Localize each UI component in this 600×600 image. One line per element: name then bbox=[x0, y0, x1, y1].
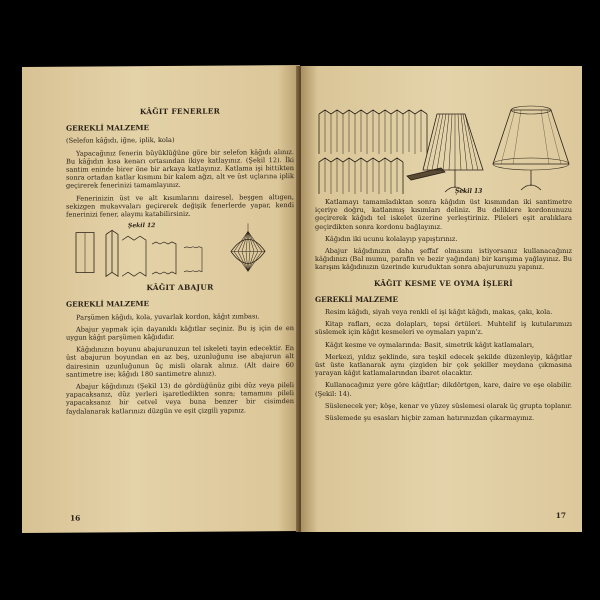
paragraph: Kâğıdınızın boyunu abajurunuzun tel iskeleti tayin edecektir. En üst abajurun boyundan en az beş, uzunluğunu ise abajurun alt dairesinin uzunluğunun üç misli olarak alınız. (Alt daire 60 santimetre ise; kâğıdı 180 santimetre alınız). bbox=[66, 344, 294, 379]
lampshade-illustration bbox=[315, 96, 572, 198]
section-heading-materials: GEREKLİ MALZEME bbox=[66, 123, 149, 133]
open-booklet bbox=[22, 66, 582, 532]
paragraph: Abajur kâğıdınızın daha şeffaf olmasını istiyorsanız kullanacağınız kâğıdınızı (Bal mumu, parafin ve bezir yağından) bir karışıma yağlayınız. Bu karışım kâğıdınızın üzerinde kuruduktan sonra abajurunuzu yapınız. bbox=[315, 247, 572, 272]
left-page bbox=[22, 65, 300, 533]
paragraph: Kâğıt kesme ve oymalarında: Basit, simetrik kâğıt katlamaları, bbox=[325, 340, 535, 349]
lantern-illustration bbox=[66, 221, 294, 279]
materials-list: Resim kâğıdı, siyah veya renkli el işi kâğıt kâğıdı, makas, çakı, kola. bbox=[325, 308, 553, 317]
paragraph: Kitap rafları, ecza dolapları, tepsi örtüleri. Muhtelif iş kutularımızı süslemek için kâğıt kesmeleri ve oymaları yapın'z. bbox=[315, 320, 572, 337]
materials-list: (Selefon kâğıdı, iğne, iplik, kola) bbox=[66, 136, 175, 146]
figure-label: Şekil 13 bbox=[455, 188, 483, 195]
paragraph: Kâğıdın iki ucunu kolalayıp yapıştırınız. bbox=[325, 234, 458, 243]
page-title-kagit-fenerler: KÂĞIT FENERLER bbox=[139, 106, 221, 117]
section-heading-materials: GEREKLİ MALZEME bbox=[315, 294, 398, 304]
materials-list: Parşümen kâğıdı, kola, yuvarlak kordon, kâğıt zımbası. bbox=[76, 311, 260, 322]
page-number: 17 bbox=[555, 510, 566, 520]
paragraph: Katlamayı tamamladıktan sonra kâğıdın üst kısmından iki santimetre içeriye doğru, katlanmış kısımları deliniz. Bu deliklere kordonunuzu geçirerek kâğıdı tel iskelet üzerine yerleştiriniz. Pileleri eşit aralıklara geçirdikten sonra kordonu bağlayınız. bbox=[315, 198, 572, 231]
paragraph: Merkezi, yıldız şeklinde, sıra teşkil edecek şekilde düzenleyip, kâğıtlar üst üste katlanarak aynı çizgiden bir çok şekiller meydana çıkmasına yarayan kâğıt katlamalarından ibaret olacaktır. bbox=[315, 352, 572, 378]
paragraph: Abajur kâğıdınızı (Şekil 13) de gördüğünüz gibi düz veya pileli yapacaksanız, düz yerleri işaretledikten sonra; tamamını pileli yapacaksanız bir cetvel veya buna benzer bir cisimden faydalanarak katlarınızı düzgün ve eşit çizgili yapınız. bbox=[66, 381, 294, 416]
page-title-kagit-kesme: KÂĞIT KESME VE OYMA İŞLERİ bbox=[374, 278, 513, 288]
paragraph: Süslemede şu esasları hiçbir zaman hatırınızdan çıkarmayınız. bbox=[325, 414, 535, 423]
page-number: 16 bbox=[70, 513, 81, 523]
paragraph: Süslenecek yer; köşe, kenar ve yüzey süslemesi olarak üç grupta toplanır. bbox=[325, 401, 573, 410]
paragraph: Abajur yapmak için dayanıklı kâğıtlar seçiniz. Bu iş için de en uygun kâğıt parşümen kâğıdıdır. bbox=[66, 323, 294, 342]
paragraph: Kullanacağınız yere göre kâğıtlar; dikdörtgen, kare, daire ve eşe olabilir. (Şekil: 14). bbox=[315, 381, 572, 398]
right-page bbox=[301, 66, 582, 532]
figure-lantern bbox=[66, 221, 294, 279]
paragraph: Yapacağınız fenerin büyüklüğüne göre bir selefon kâğıdı alınız. Bu kâğıdın kısa kenarı ortasından ikiye katlayınız. (Şekil 12). İki santim eninde birer öne bir arkaya katlayınız. Katlama işi bittikten sonra ortadan katlar kısmını bir kalem ağzı, alt ve üst uçlarına iplik geçirerek fenerinizi tamamlayınız. bbox=[66, 147, 294, 191]
figure-lampshade bbox=[315, 96, 572, 198]
figure-label: Şekil 12 bbox=[128, 222, 156, 230]
page-title-kagit-abajur: KÂĞIT ABAJUR bbox=[146, 282, 214, 293]
section-heading-materials: GEREKLİ MALZEME bbox=[66, 299, 149, 310]
paragraph: Fenerinizin üst ve alt kısımlarını dairesel, beşgen altıgen, sekizgen mukavvaları geçirerek değişik fenerlerde yapar, kendi fenerinizi fener, alaymı katabilirsiniz. bbox=[66, 192, 294, 219]
